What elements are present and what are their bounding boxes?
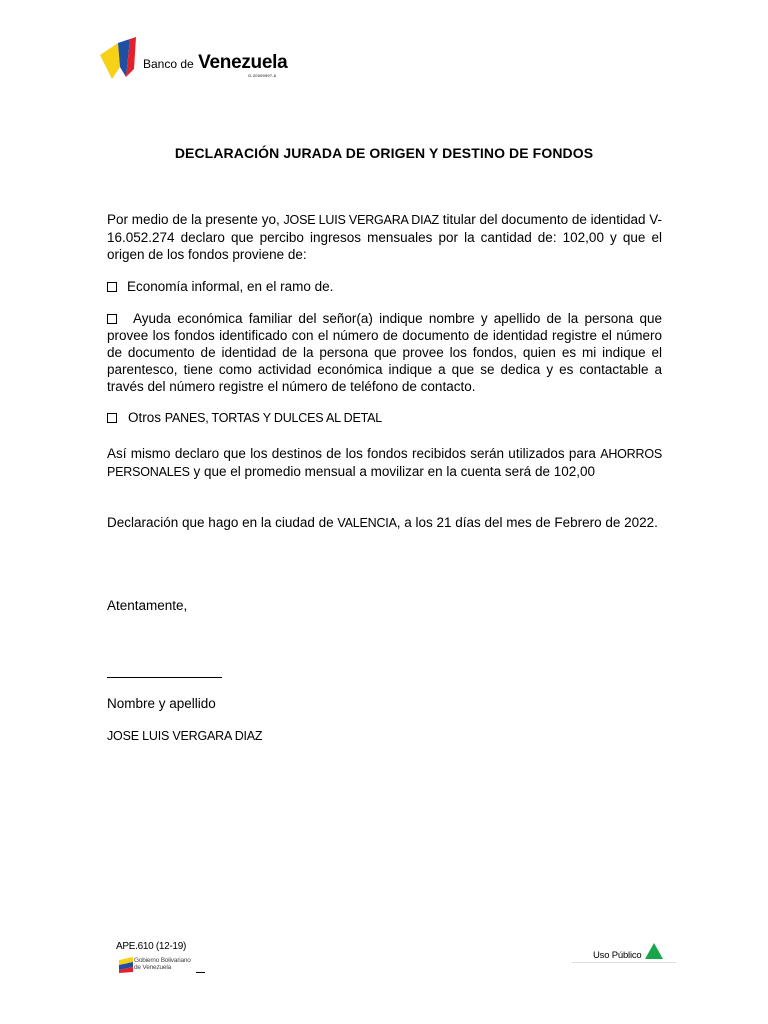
intro-text-1: Por medio de la presente yo, (107, 212, 284, 227)
logo-yellow-shape (100, 43, 120, 79)
option-informal-label: Economía informal, en el ramo de. (127, 279, 334, 294)
intro-paragraph (107, 211, 662, 263)
intro-text-2: titular del documento de identidad V-16.052.274 declaro que percibo ingresos mensuales por la cantidad de: 102,00 y que el origen de los fondos proviene de: (107, 212, 662, 262)
checkbox-familiar[interactable] (107, 314, 117, 324)
form-code: APE.610 (12-19) (116, 941, 186, 952)
uso-publico-label: Uso Público (593, 950, 642, 961)
bank-name-small: Banco de (143, 57, 194, 71)
signature-line (107, 677, 222, 678)
document-title: DECLARACIÓN JURADA DE ORIGEN Y DESTINO DE FONDOS (174, 145, 594, 161)
checkbox-informal[interactable] (107, 282, 117, 292)
option-familiar (107, 310, 662, 395)
footer-dash (196, 972, 205, 973)
ciudad-text-2: , a los 21 días del mes de Febrero de 2022. (396, 515, 658, 530)
option-informal (107, 278, 662, 295)
venezuela-flag-icon (119, 957, 133, 973)
gobierno-label (134, 957, 191, 971)
ciudad-paragraph (107, 514, 662, 532)
bank-name (143, 52, 287, 74)
gobierno-line-2: de Venezuela (134, 964, 171, 971)
uso-publico-underline (572, 962, 676, 963)
gobierno-line-1: Gobierno Bolivariano (134, 957, 191, 964)
option-otros-label: Otros (128, 410, 165, 425)
destino-paragraph (107, 445, 662, 481)
option-otros (107, 409, 662, 427)
destino-text-1: Así mismo declaro que los destinos de los fondos recibidos serán utilizados para (107, 446, 601, 461)
destino-text-2: y que el promedio mensual a movilizar en la cuenta será de 102,00 (189, 464, 596, 479)
option-familiar-label: Ayuda económica familiar del señor(a) indique nombre y apellido de la persona que provee los fondos identificado con el número de documento de identidad registre el número de documento de identidad de la persona que provee los fondos, quien es mi indique el parentesco, tiene como actividad económica indique a que se dedica y es contactable a través del número registre el número de teléfono de contacto. (107, 311, 662, 394)
signature-name: JOSE LUIS VERGARA DIAZ (107, 729, 263, 743)
ciudad-text-1: Declaración que hago en la ciudad de (107, 515, 338, 530)
declarant-name: JOSE LUIS VERGARA DIAZ (283, 213, 439, 227)
green-triangle-icon (645, 943, 663, 959)
closing-text: Atentamente, (107, 598, 188, 613)
bank-name-big: Venezuela (198, 52, 288, 73)
ciudad-value: VALENCIA (337, 516, 397, 530)
destino-value: AHORROS PERSONALES (107, 447, 662, 479)
checkbox-otros[interactable] (107, 413, 117, 423)
option-otros-value: PANES, TORTAS Y DULCES AL DETAL (164, 411, 383, 425)
signature-label: Nombre y apellido (107, 696, 216, 711)
bank-rif: G-20009997-6 (248, 73, 277, 78)
